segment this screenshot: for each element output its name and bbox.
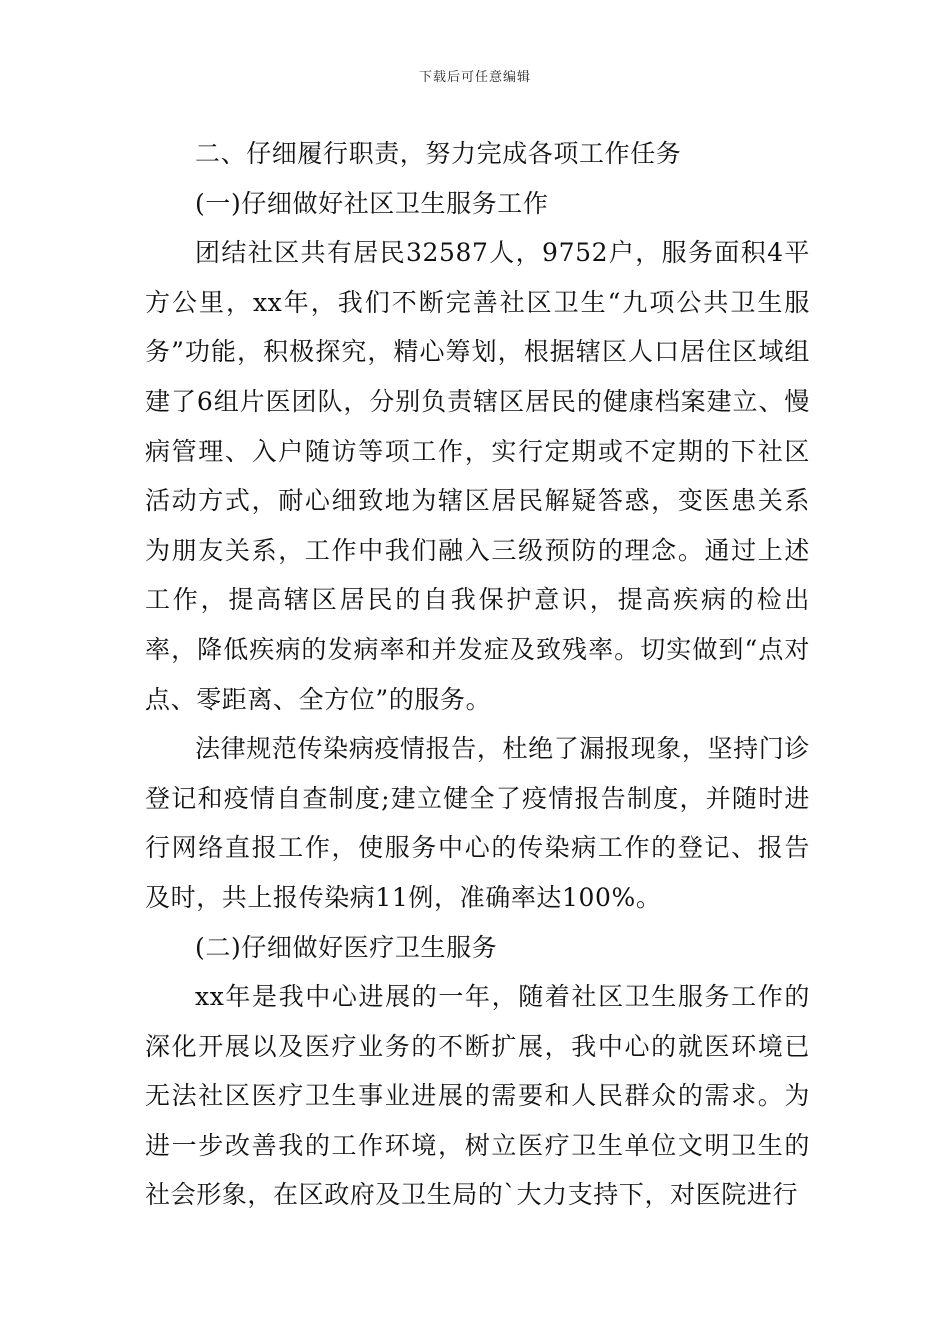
body-paragraph: 法律规范传染病疫情报告，杜绝了漏报现象，坚持门诊登记和疫情自查制度;建立健全了疫情报告制度，并随时进行网络直报工作，使服务中心的传染病工作的登记、报告及时，共上报传染病11例，准确率达100%。 <box>145 734 810 912</box>
subsection-heading: (一)仔细做好社区卫生服务工作 <box>195 188 549 218</box>
page-header: 下载后可任意编辑 <box>418 70 531 85</box>
body-paragraph: 团结社区共有居民32587人，9752户，服务面积4平方公里，xx年，我们不断完善社区卫生“九项公共卫生服务”功能，积极探究，精心筹划，根据辖区人口居住区域组建了6组片医团队，分别负责辖区居民的健康档案建立、慢病管理、入户随访等项工作，实行定期或不定期的下社区活动方式，耐心细致地为辖区居民解疑答惑，变医患关系为朋友关系，工作中我们融入三级预防的理念。通过上述工作，提高辖区居民的自我保护意识，提高疾病的检出率，降低疾病的发病率和并发症及致残率。切实做到“点对点、零距离、全方位”的服务。 <box>145 238 810 714</box>
section-heading: 二、仔细履行职责，努力完成各项工作任务 <box>195 139 682 168</box>
subsection-heading: (二)仔细做好医疗卫生服务 <box>195 932 498 962</box>
body-paragraph: xx年是我中心进展的一年，随着社区卫生服务工作的深化开展以及医疗业务的不断扩展，我中心的就医环境已无法社区医疗卫生事业进展的需要和人民群众的需求。为进一步改善我的工作环境，树立医疗卫生单位文明卫生的社会形象，在区政府及卫生局的`大力支持下，对医院进行 <box>145 982 810 1210</box>
document-body <box>145 129 810 1220</box>
